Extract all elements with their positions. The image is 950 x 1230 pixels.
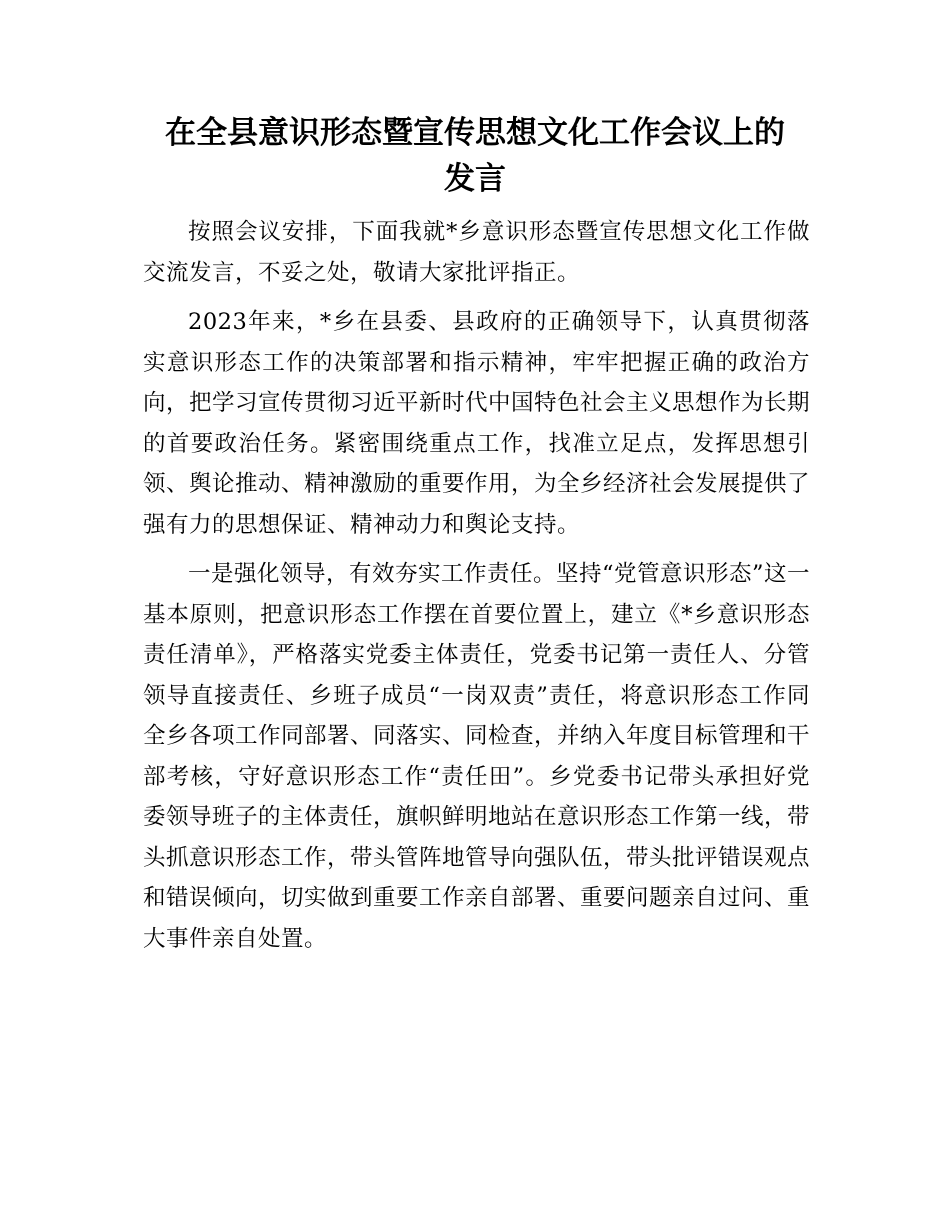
paragraph-point-one: 一是强化领导，有效夯实工作责任。坚持“党管意识形态”这一基本原则，把意识形态工作摆在首要位置上，建立《*乡意识形态责任清单》，严格落实党委主体责任，党委书记第一责任人、分管领导直接责任、乡班子成员“一岗双责”责任，将意识形态工作同全乡各项工作同部署、同落实、同检查，并纳入年度目标管理和干部考核，守好意识形态工作“责任田”。乡党委书记带头承担好党委领导班子的主体责任，旗帜鲜明地站在意识形态工作第一线，带头抓意识形态工作，带头管阵地管导向强队伍，带头批评错误观点和错误倾向，切实做到重要工作亲自部署、重要问题亲自过问、重大事件亲自处置。 — [143, 561, 811, 952]
paragraph-overview: 2023年来，*乡在县委、县政府的正确领导下，认真贯彻落实意识形态工作的决策部署和指示精神，牢牢把握正确的政治方向，把学习宣传贯彻习近平新时代中国特色社会主义思想作为长期的首要政治任务。紧密围绕重点工作，找准立足点，发挥思想引领、舆论推动、精神激励的重要作用，为全乡经济社会发展提供了强有力的思想保证、精神动力和舆论支持。 — [143, 309, 811, 538]
paragraph-intro: 按照会议安排，下面我就*乡意识形态暨宣传思想文化工作做交流发言，不妥之处，敬请大家批评指正。 — [143, 219, 810, 286]
document-title — [130, 110, 820, 202]
document-body — [143, 212, 810, 968]
title-line-2: 发言 — [444, 161, 506, 197]
title-line-1: 在全县意识形态暨宣传思想文化工作会议上的 — [165, 115, 785, 151]
